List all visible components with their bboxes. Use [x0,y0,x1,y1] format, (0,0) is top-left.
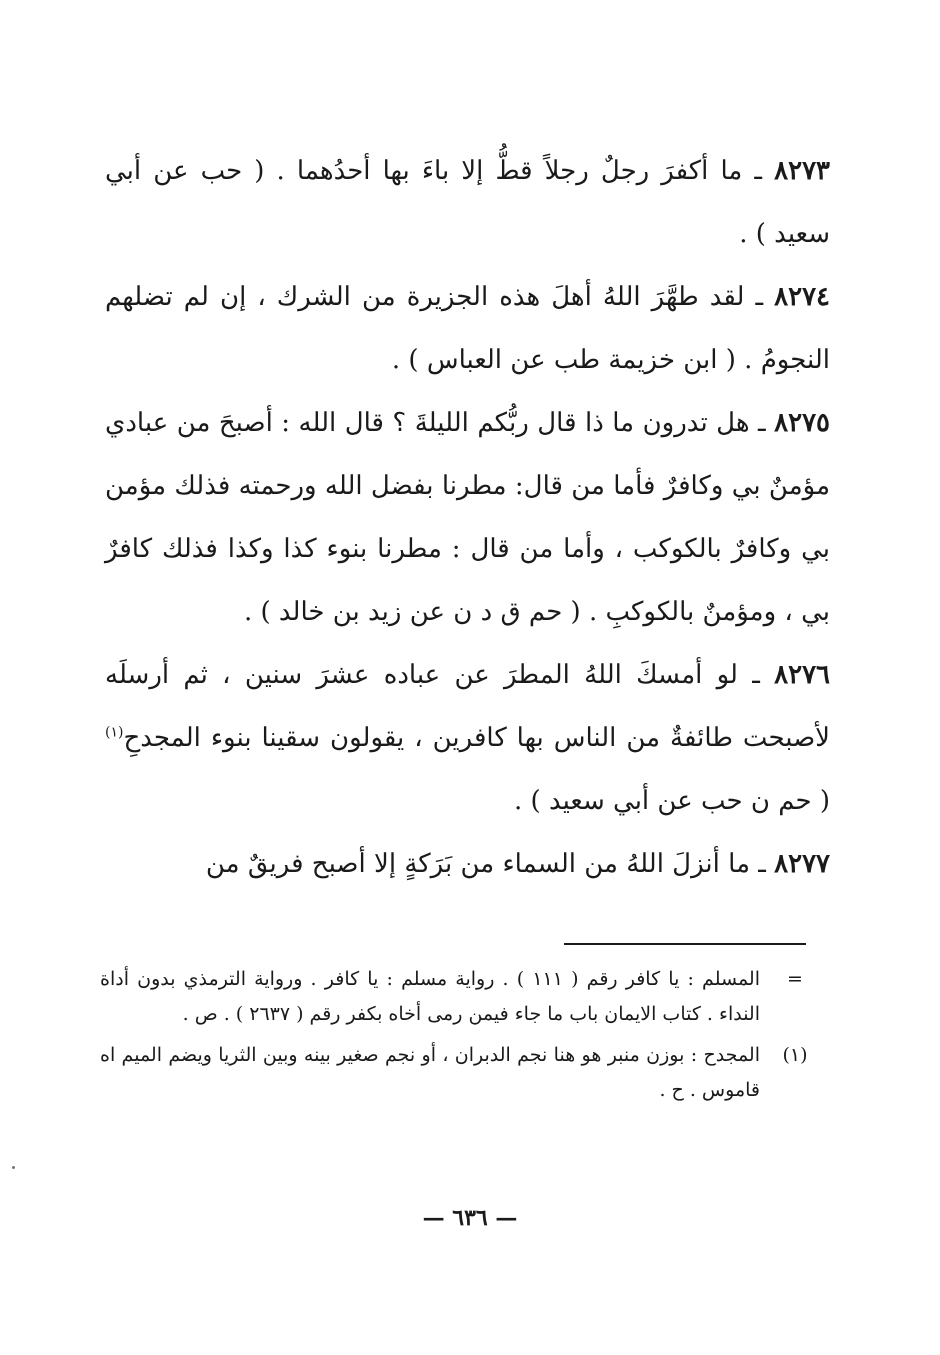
main-text [105,140,830,896]
hadith-text-continued: ( حم ن حب عن أبي سعيد ) . [514,786,830,816]
hadith-number: ٨٢٧٦ [774,660,831,690]
hadith-number: ٨٢٧٧ [774,849,830,879]
hadith-8273 [105,140,830,266]
hadith-number: ٨٢٧٥ [774,408,831,438]
footnote-marker: = [787,968,803,990]
scan-speck [12,1166,15,1169]
hadith-number: ٨٢٧٣ [774,156,830,186]
hadith-text: ـ هل تدرون ما ذا قال ربُّكم الليلةَ ؟ قال الله : أصبحَ من عبادي مؤمنٌ بي وكافرٌ فأما من قال: مطرنا بفضل الله ورحمته فذلك مؤمن بي وكافرٌ بالكوكب ، وأما من قال : مطرنا بنوء كذا وكذا فذلك كافرٌ بي ، ومؤمنٌ بالكوكبِ . ( حم ق د ن عن زيد بن خالد ) . [105,408,830,627]
footnote-text: المجدح : بوزن منبر هو هنا نجم الدبران ، أو نجم صغير بينه وبين الثريا ويضم الميم اه قاموس . ح . [100,1044,760,1101]
hadith-8276 [105,644,830,833]
footnote-marker: (١) [782,1044,808,1066]
footnote-1 [100,1038,820,1108]
footnote-separator [564,943,806,945]
hadith-8277 [105,833,830,896]
hadith-text: ـ لقد طهَّرَ اللهُ أهلَ هذه الجزيرة من الشرك ، إن لم تضلهم النجومُ . ( ابن خزيمة طب عن العباس ) . [105,282,830,375]
hadith-text: ـ ما أنزلَ اللهُ من السماء من بَرَكةٍ إلا أصبح فريقٌ من [205,849,766,879]
footnote-continued [100,962,820,1032]
hadith-text: ـ ما أكفرَ رجلٌ رجلاً قطُّ إلا باءَ بها أحدُهما . ( حب عن أبي سعيد ) . [105,156,830,249]
hadith-number: ٨٢٧٤ [774,282,830,312]
hadith-8274 [105,266,830,392]
page-number: — ٦٣٦ — [422,1205,518,1231]
footnotes [100,962,820,1108]
footnote-text: المسلم : يا كافر رقم ( ١١١ ) . رواية مسلم : يا كافر . ورواية الترمذي بدون أداة النداء . كتاب الايمان باب ما جاء فيمن رمى أخاه بكفر رقم ( ٢٦٣٧ ) . ص . [100,968,760,1025]
footnote-reference[interactable]: (١) [105,724,124,741]
hadith-text: ـ لو أمسكَ اللهُ المطرَ عن عباده عشرَ سنين ، ثم أرسلَه لأصبحت طائفةٌ من الناس بها كافرين ، يقولون سقينا بنوء المجدحِ [105,660,831,753]
hadith-8275 [105,392,830,644]
